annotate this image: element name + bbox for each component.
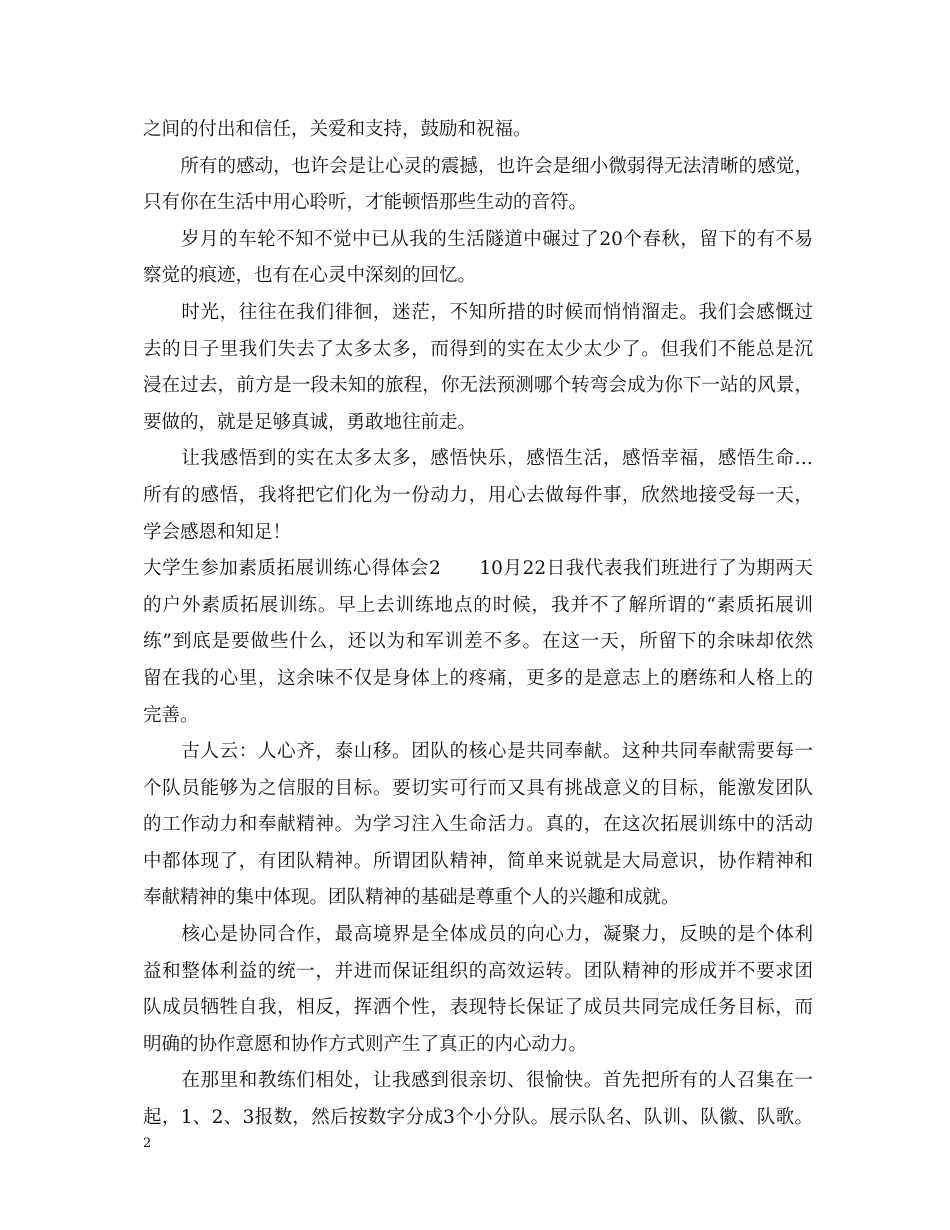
text-line-22: 奉献精神的集中体现。团队精神的基础是尊重个人的兴趣和成就。: [143, 887, 680, 909]
text-line-25: 队成员牺牲自我，相反，挥洒个性，表现特长保证了成员共同完成任务目标，而: [143, 997, 813, 1019]
text-line-10: 让我感悟到的实在太多太多，感悟快乐，感悟生活，感悟幸福，感悟生命…: [143, 448, 813, 470]
text-line-9: 要做的，就是足够真诚，勇敢地往前走。: [143, 411, 477, 433]
text-line-15: 练”到底是要做些什么，还以为和军训差不多。在这一天，所留下的余味却依然: [143, 631, 813, 653]
text-line-20: 的工作动力和奉献精神。为学习注入生命活力。真的，在这次拓展训练中的活动: [143, 814, 813, 836]
body-text: [143, 112, 813, 1137]
text-line-11: 所有的感悟，我将把它们化为一份动力，用心去做每件事，欣然地接受每一天，: [143, 484, 813, 506]
text-line-6: 时光，往往在我们徘徊，迷茫，不知所措的时候而悄悄溜走。我们会感慨过: [143, 301, 813, 323]
text-line-12: 学会感恩和知足！: [143, 521, 292, 543]
text-line-23: 核心是协同合作，最高境界是全体成员的向心力，凝聚力，反映的是个体利: [143, 924, 813, 946]
text-line-28: 起，1、2、3报数，然后按数字分成3个小分队。展示队名、队训、队徽、队歌。: [143, 1107, 813, 1129]
text-line-19: 个队员能够为之信服的目标。要切实可行而又具有挑战意义的目标，能激发团队: [143, 777, 813, 799]
page-number: 2: [143, 1136, 152, 1151]
text-line-7: 去的日子里我们失去了太多太多，而得到的实在太少太少了。但我们不能总是沉: [143, 338, 813, 360]
text-line-3: 只有你在生活中用心聆听，才能顿悟那些生动的音符。: [143, 192, 588, 214]
text-line-2: 所有的感动，也许会是让心灵的震撼，也许会是细小微弱得无法清晰的感觉，: [143, 155, 813, 177]
text-line-5: 察觉的痕迹，也有在心灵中深刻的回忆。: [143, 265, 477, 287]
text-line-13: 大学生参加素质拓展训练心得体会2 10月22日我代表我们班进行了为期两天: [143, 558, 813, 580]
text-line-17: 完善。: [143, 704, 199, 726]
text-line-26: 明确的协作意愿和协作方式则产生了真正的内心动力。: [143, 1033, 588, 1055]
text-line-21: 中都体现了，有团队精神。所谓团队精神，简单来说就是大局意识，协作精神和: [143, 850, 813, 872]
text-line-27: 在那里和教练们相处，让我感到很亲切、很愉快。首先把所有的人召集在一: [143, 1070, 813, 1092]
text-line-24: 益和整体利益的统一，并进而保证组织的高效运转。团队精神的形成并不要求团: [143, 960, 813, 982]
text-line-4: 岁月的车轮不知不觉中已从我的生活隧道中碾过了20个春秋，留下的有不易: [143, 228, 813, 250]
text-line-1: 之间的付出和信任，关爱和支持，鼓励和祝福。: [143, 119, 532, 140]
text-line-16: 留在我的心里，这余味不仅是身体上的疼痛，更多的是意志上的磨练和人格上的: [143, 667, 813, 689]
text-line-14: 的户外素质拓展训练。早上去训练地点的时候，我并不了解所谓的“素质拓展训: [143, 594, 813, 616]
text-line-8: 浸在过去，前方是一段未知的旅程，你无法预测哪个转弯会成为你下一站的风景，: [143, 375, 813, 397]
text-line-18: 古人云：人心齐，泰山移。团队的核心是共同奉献。这种共同奉献需要每一: [143, 741, 813, 763]
